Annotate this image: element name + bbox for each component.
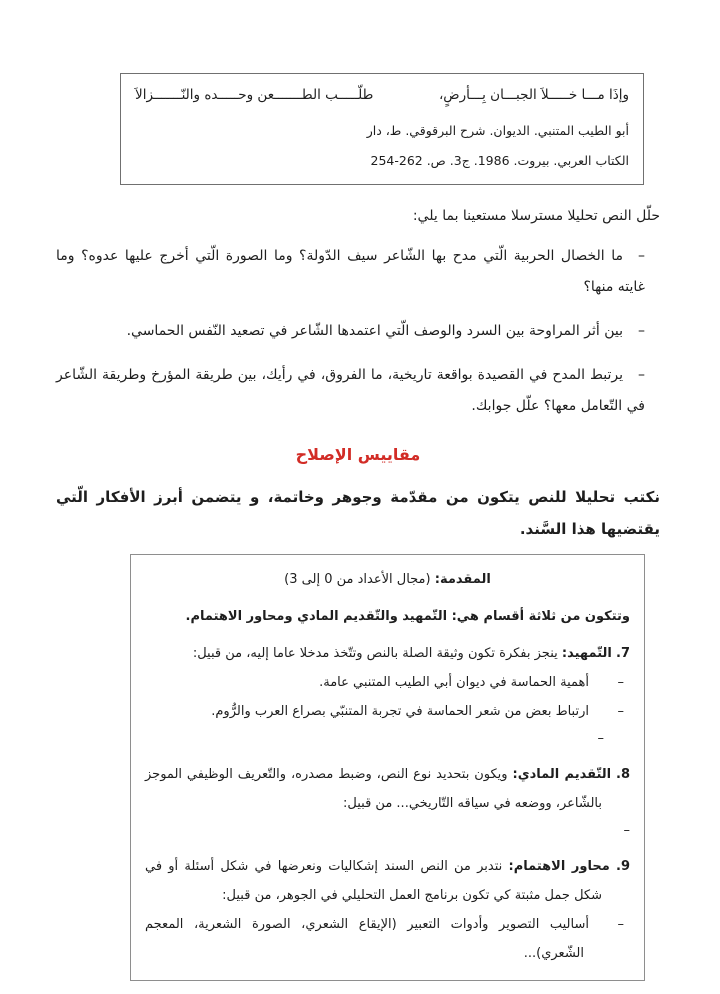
analysis-instruction: حلّل النص تحليلا مسترسلا مستعينا بما يلي: [412,208,660,224]
task-statement: نكتب تحليلا للنص يتكون من مقدّمة وجوهر وخاتمة، و يتضمن أبرز الأفكار الّتي يقتضيها هذا السَّند. [56,488,660,538]
bullet-text: ارتباط بعض من شعر الحماسة في تجربة المتنبّي بصراع العرب والرُّوم. [211,704,589,719]
poem-source-box [120,73,644,185]
bullet-dash: – [638,367,645,383]
criteria-title-label: المقدمة: [434,572,491,587]
criteria-item-8 [145,760,630,818]
criteria-item-9-bullet-1: –أساليب التصوير وأدوات التعبير (الإيقاع الشعري، الصورة الشعرية، المعجم الشّعري)... [145,917,624,961]
question-item-1 [56,241,660,303]
criteria-box-subtitle: وتتكون من ثلاثة أقسام هي: التّمهيد والتّقديم المادي ومحاور الاهتمام. [185,609,630,624]
criteria-title-range: (مجال الأعداد من 0 إلى 3) [284,572,431,587]
item-label: التّمهيد: [561,646,612,661]
criteria-box-title [145,567,630,593]
bullet-dash: – [638,248,645,264]
bullet-dash: – [638,323,645,339]
item-number: 9. [616,859,631,874]
bullet-text: أساليب التصوير وأدوات التعبير (الإيقاع الشعري، الصورة الشعرية، المعجم الشّعري)... [145,917,589,961]
criteria-item-9 [145,852,630,910]
verse-hemistich-right: وإذَا مـــا خـــــلاَ الجبـــان بِـــأرضٍ، [438,87,629,103]
item-text: ويكون بتحديد نوع النص، وضبط مصدره، والتّعريف الوظيفي الموجز بالشّاعر، ووضعه في سياقه التّاريخي... من قبيل: [145,767,602,811]
item-text: نتدبر من النص السند إشكاليات ونعرضها في شكل أسئلة أو في شكل جمل مثبتة كي تكون برنامج العمل التحليلي في الجوهر، من قبيل: [145,859,602,903]
empty-bullet-dash: – [597,731,604,746]
criteria-item-7-bullet-2: –ارتباط بعض من شعر الحماسة في تجربة المتنبّي بصراع العرب والرُّوم. [211,704,624,719]
citation [366,116,629,176]
question-text: يرتبط المدح في القصيدة بواقعة تاريخية، ما الفروق، في رأيك، بين طريقة المؤرخ وطريقة الشّاعر في التّعامل معها؟ علّل جوابك. [56,367,645,414]
item-text: ينجز بفكرة تكون وثيقة الصلة بالنص وتتّخذ مدخلا عاما إليه، من قبيل: [192,646,558,661]
citation-line-1: أبو الطيب المتنبي. الديوان. شرح البرقوقي. ط، دار [366,123,629,138]
empty-bullet-dash: – [623,823,630,838]
citation-line-2: الكتاب العربي. بيروت. 1986. ج3. ص. 262-254 [370,153,629,168]
correction-criteria-heading: مقاييس الإصلاح [295,445,421,464]
question-item-2 [56,316,660,347]
item-label: التّقديم المادي: [512,767,612,782]
item-number: 8. [616,767,630,782]
verse-hemistich-left: طلّـــــب الطـــــــعن وحـــــده والنّـــــــزالاَ [135,87,374,103]
criteria-item-7-bullet-1: –أهمية الحماسة في ديوان أبي الطيب المتنبي عامة. [319,675,624,690]
criteria-box [130,554,645,981]
question-item-3 [56,360,660,422]
item-number: 7. [616,646,630,661]
criteria-item-7 [145,639,630,668]
question-text: ما الخصال الحربية الّتي مدح بها الشّاعر سيف الدّولة؟ وما الصورة الّتي أخرج عليها عدوه؟ وما غايته منها؟ [56,248,645,295]
item-label: محاور الاهتمام: [508,859,610,874]
verse-line [135,83,629,107]
bullet-text: أهمية الحماسة في ديوان أبي الطيب المتنبي عامة. [319,675,589,690]
question-text: بين أثر المراوحة بين السرد والوصف الّتي اعتمدها الشّاعر في تصعيد النّفس الحماسي. [126,323,623,339]
